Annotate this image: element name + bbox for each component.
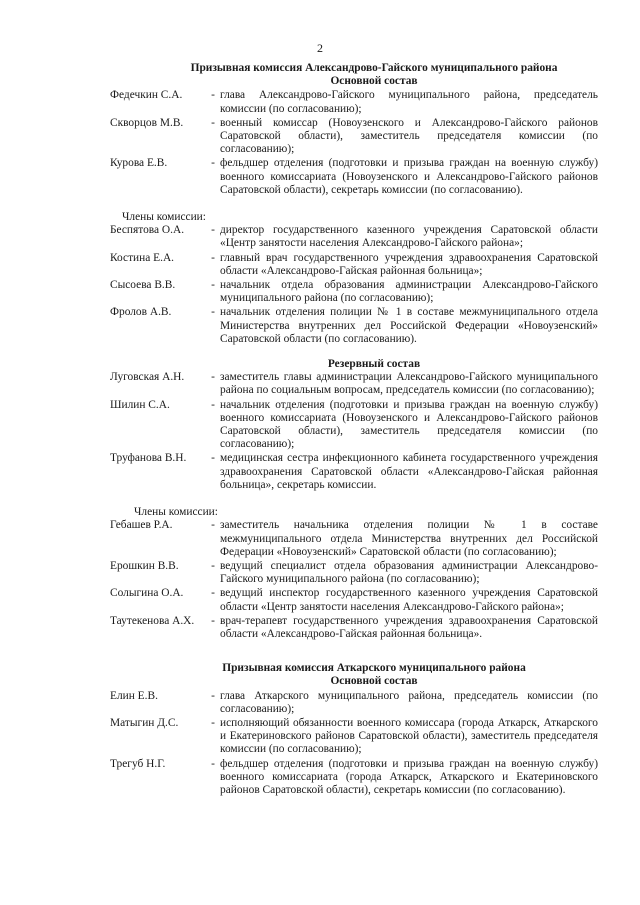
member-row bbox=[110, 587, 598, 613]
dash: - bbox=[211, 614, 215, 627]
member-name: Луговская А.Н. bbox=[110, 371, 185, 384]
member-name: Фролов А.В. bbox=[110, 306, 172, 319]
member-role: ведущий инспектор государственного казенного учреждения Саратовской области «Центр занятости населения Александрово-Гайского района»; bbox=[220, 587, 598, 613]
dash: - bbox=[211, 89, 215, 102]
member-name: Курова Е.В. bbox=[110, 157, 168, 170]
main-heading: Основной состав bbox=[330, 75, 418, 88]
member-row bbox=[110, 560, 598, 586]
dash: - bbox=[211, 251, 215, 264]
member-row bbox=[110, 157, 598, 197]
member-role: глава Аткарского муниципального района, председатель комиссии (по согласованию); bbox=[220, 689, 598, 715]
member-name: Беспятова О.А. bbox=[110, 224, 185, 237]
member-row bbox=[110, 224, 598, 250]
section-title: Призывная комиссия Аткарского муниципального района bbox=[222, 662, 526, 675]
member-row bbox=[110, 452, 598, 492]
dash: - bbox=[211, 398, 215, 411]
member-role: начальник отделения (подготовки и призыва граждан на военную службу) военного комиссариата (Новоузенского и Александрово-Гайского районов Саратовской области), заместитель председателя комиссии (по согласованию); bbox=[220, 398, 598, 451]
member-row bbox=[110, 89, 598, 115]
member-name: Сысоева В.В. bbox=[110, 279, 176, 292]
member-row bbox=[110, 717, 598, 757]
member-row bbox=[110, 690, 598, 716]
member-role: медицинская сестра инфекционного кабинета государственного учреждения здравоохранения Саратовской области «Александрово-Гайская районная больница», секретарь комиссии. bbox=[220, 452, 598, 491]
member-role: заместитель главы администрации Александрово-Гайского муниципального района по социальным вопросам, председатель комиссии (по согласованию); bbox=[220, 371, 598, 397]
member-role: начальник отдела образования администрации Александрово-Гайского муниципального района (по согласованию); bbox=[220, 279, 598, 305]
dash: - bbox=[211, 587, 215, 600]
page-number: 2 bbox=[317, 41, 323, 55]
section-title: Призывная комиссия Александрово-Гайского муниципального района bbox=[190, 62, 558, 74]
member-role: заместитель начальника отделения полиции № 1 в составе межмуниципального отдела Министерства внутренних дел Российской Федерации «Новоузенский» Саратовской области (по согласованию); bbox=[220, 519, 598, 558]
member-role: ведущий специалист отдела образования администрации Александрово-Гайского муниципального района (по согласованию); bbox=[220, 559, 598, 586]
member-name: Солыгина О.А. bbox=[110, 587, 184, 600]
member-name: Гебашев Р.А. bbox=[110, 519, 173, 532]
reserve-heading: Резервный состав bbox=[327, 358, 421, 371]
member-role: фельдшер отделения (подготовки и призыва граждан на военную службу) военного комиссариата (города Аткарск, Аткарского и Екатериновского районов Саратовской области), секретарь комиссии (по согласованию). bbox=[220, 757, 598, 796]
member-row bbox=[110, 279, 598, 305]
document-body bbox=[110, 62, 598, 798]
main-heading: Основной состав bbox=[330, 675, 418, 688]
dash: - bbox=[211, 224, 215, 237]
dash: - bbox=[211, 279, 215, 292]
dash: - bbox=[211, 157, 215, 170]
member-name: Федечкин С.А. bbox=[110, 89, 183, 102]
dash: - bbox=[211, 689, 215, 702]
member-role: фельдшер отделения (подготовки и призыва граждан на военную службу) военного комиссариата (Новоузенского и Александрово-Гайского районов Саратовской области), секретарь комиссии (по согласованию). bbox=[220, 157, 598, 196]
member-row bbox=[110, 371, 598, 397]
member-name: Таутекенова А.Х. bbox=[110, 614, 195, 627]
member-name: Матыгин Д.С. bbox=[110, 716, 179, 729]
member-name: Костина Е.А. bbox=[110, 251, 175, 264]
members-label: Члены комиссии: bbox=[122, 211, 206, 224]
member-row bbox=[110, 252, 598, 278]
dash: - bbox=[211, 371, 215, 384]
dash: - bbox=[211, 757, 215, 770]
member-name: Елин Е.В. bbox=[110, 689, 158, 702]
member-row bbox=[110, 399, 598, 452]
member-row bbox=[110, 306, 598, 346]
member-role: начальник отделения полиции № 1 в составе межмуниципального отдела Министерства внутренних дел Российской Федерации «Новоузенский» Саратовской области (по согласованию). bbox=[220, 306, 598, 345]
member-role: военный комиссар (Новоузенского и Александрово-Гайского районов Саратовской области), заместитель председателя комиссии (по согласованию); bbox=[220, 116, 598, 156]
member-row bbox=[110, 519, 598, 559]
member-name: Скворцов М.В. bbox=[110, 116, 184, 129]
members-label: Члены комиссии: bbox=[134, 506, 218, 519]
member-row bbox=[110, 615, 598, 641]
dash: - bbox=[211, 306, 215, 319]
member-name: Шилин С.А. bbox=[110, 398, 170, 411]
member-role: главный врач государственного учреждения здравоохранения Саратовской области «Александрово-Гайская районная больница»; bbox=[220, 251, 598, 277]
dash: - bbox=[211, 116, 215, 129]
member-role: врач-терапевт государственного учреждения здравоохранения Саратовской области «Александрово-Гайская районная больница». bbox=[220, 614, 598, 640]
dash: - bbox=[211, 519, 215, 532]
member-name: Трегуб Н.Г. bbox=[110, 757, 166, 770]
member-role: глава Александрово-Гайского муниципального района, председатель комиссии (по согласованию); bbox=[220, 89, 598, 115]
member-name: Ерошкин В.В. bbox=[110, 559, 179, 572]
member-row bbox=[110, 117, 598, 157]
dash: - bbox=[211, 716, 215, 729]
member-row bbox=[110, 758, 598, 798]
member-role: директор государственного казенного учреждения Саратовской области «Центр занятости населения Александрово-Гайского района»; bbox=[220, 224, 598, 250]
member-role: исполняющий обязанности военного комиссара (города Аткарск, Аткарского и Екатериновского районов Саратовской области), заместитель председателя комиссии (по согласованию); bbox=[220, 716, 598, 756]
dash: - bbox=[211, 559, 215, 572]
dash: - bbox=[211, 452, 215, 465]
member-name: Труфанова В.Н. bbox=[110, 452, 187, 465]
